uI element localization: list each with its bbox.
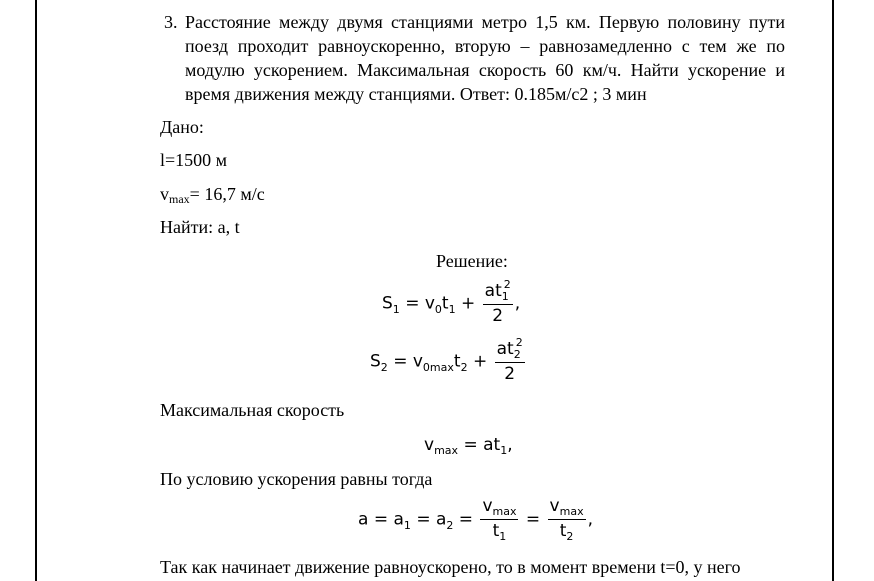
problem-number: 3. [164, 12, 178, 32]
problem-statement [164, 10, 785, 106]
given-distance: l=1500 м [160, 150, 228, 170]
max-speed-label: Максимальная скорость [160, 400, 345, 420]
right-border-line [832, 0, 834, 581]
equation-vmax: $v_{max} = at_1$, [424, 435, 513, 457]
find-line: Найти: a, t [160, 217, 240, 237]
problem-text: Расстояние между двумя станциями метро 1,5 км. Первую половину пути поезд проходит равноускоренно, вторую – равнозамедленно с тем же по модулю ускорением. Максимальная скорость 60 км/ч. Найти ускорение и время движения между станциями. Ответ: 0.185м/с2 ; 3 мин [185, 12, 785, 104]
equation-acceleration: $a = a_1 = a_2$ = $\frac{v_{max}}{t_1}$ = $\frac{v_{max}}{t_2}$ , [358, 496, 593, 543]
final-text: Так как начинает движение равноускорено, то в момент времени t=0, у него [160, 557, 741, 577]
condition-text: По условию ускорения равны тогда [160, 469, 433, 489]
equation-s1: $S_1 = v_0t_1$ + $\frac{at_1^2}{2}$ , [382, 278, 521, 326]
given-label: Дано: [160, 117, 204, 137]
given-vmax: vmax= 16,7 м/с [160, 184, 265, 206]
left-border-line [35, 0, 37, 581]
solution-heading: Решение: [436, 251, 508, 271]
equation-s2: $S_2 = v_{0max}t_2$ + $\frac{at_2^2}{2}$ [370, 336, 523, 384]
